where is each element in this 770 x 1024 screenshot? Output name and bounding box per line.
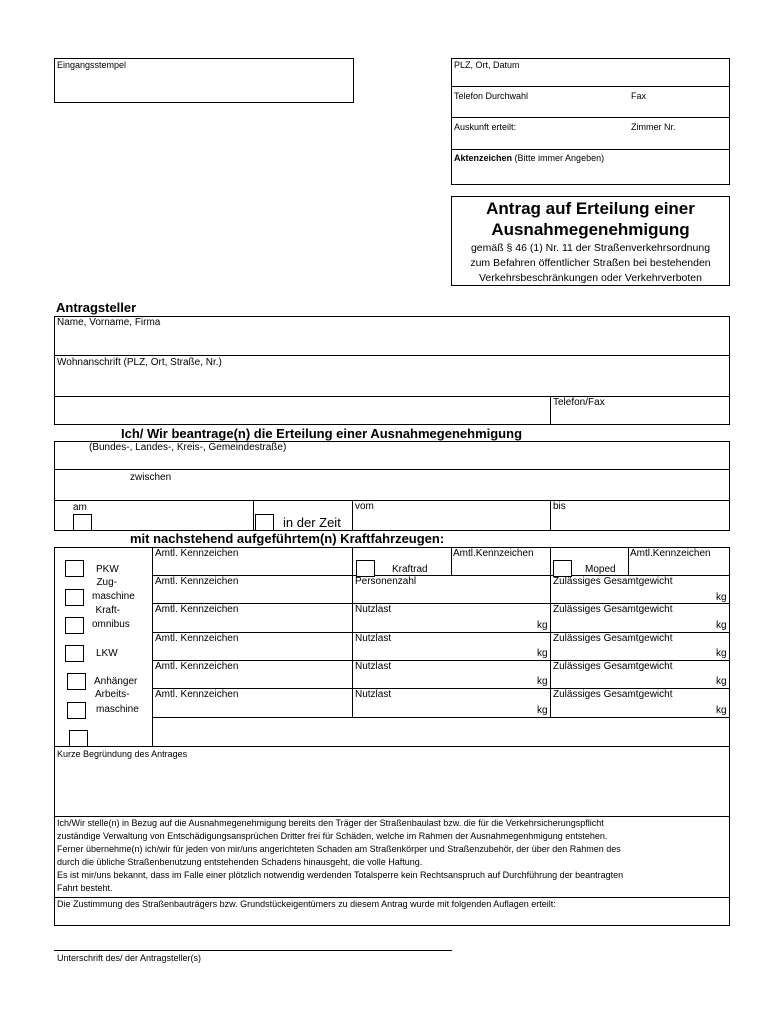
plz-ort-datum-label: PLZ, Ort, Datum [454, 60, 520, 70]
lkw-label: LKW [96, 648, 118, 659]
reason-label: Kurze Begründung des Antrages [57, 749, 188, 759]
request-heading: Ich/ Wir beantrage(n) die Erteilung einer Ausnahmegenehmigung [121, 426, 523, 441]
divider [451, 86, 730, 87]
omnibus-gesamtgewicht-label: Zulässiges Gesamtgewicht [553, 604, 673, 615]
address-line2-field[interactable] [55, 397, 549, 424]
kraft-label: Kraft- [95, 605, 120, 616]
eingangsstempel-label: Eingangsstempel [57, 60, 127, 70]
omnibus-kennzeichen-field[interactable] [153, 617, 351, 631]
arbeits-kennzeichen-field[interactable] [153, 702, 351, 716]
liability-line5: Es ist mir/uns bekannt, dass im Falle einer plötzlich notwendig werdenden Totalsperre kein Rechtsanspruch auf Durchführung der beantragten [57, 870, 624, 880]
kraftrad-kennzeichen-field[interactable] [452, 561, 549, 574]
omnibus-gesamtgewicht-unit: kg [716, 620, 727, 631]
col-divider [352, 547, 353, 717]
aktenzeichen-note: (Bitte immer Angeben) [514, 153, 605, 163]
moped-checkbox[interactable] [553, 560, 572, 577]
aktenzeichen-bold: Aktenzeichen [454, 153, 513, 163]
form-title-line2: Ausnahmegenehmigung [491, 220, 690, 239]
form-subtitle-line3: Verkehrsbeschränkungen oder Verkehrverboten [479, 272, 702, 284]
anhaenger-gesamtgewicht-label: Zulässiges Gesamtgewicht [553, 661, 673, 672]
zug-gesamtgewicht-field[interactable] [551, 589, 713, 602]
kraftrad-checkbox[interactable] [356, 560, 375, 577]
zug-kennzeichen-field[interactable] [153, 589, 351, 602]
liability-line1: Ich/Wir stelle(n) in Bezug auf die Ausnahmegenehmigung bereits den Träger der Straßenbaulast bzw. die für die Verkehrsicherungspflicht [57, 818, 604, 828]
address-field[interactable] [55, 370, 729, 395]
zug-gesamtgewicht-label: Zulässiges Gesamtgewicht [553, 576, 673, 587]
other-vehicle-checkbox[interactable] [69, 730, 88, 747]
arbeits-kennzeichen-label: Amtl. Kennzeichen [155, 689, 239, 700]
vom-label: vom [355, 501, 374, 512]
am-label: am [73, 502, 87, 513]
personenzahl-label: Personenzahl [355, 576, 417, 587]
pkw-kennzeichen-field[interactable] [153, 561, 351, 574]
col-divider [550, 547, 551, 717]
anhaenger-nutzlast-unit: kg [537, 676, 548, 687]
liability-line6: Fahrt besteht. [57, 883, 113, 893]
liability-line2: zuständige Verwaltung von Entschädigungsansprüchen Dritter frei für Schäden, welche im Rahmen der Ausnahmegenhmigung entstehen. [57, 831, 608, 841]
omnibus-nutzlast-label: Nutzlast [355, 604, 392, 615]
zug-maschine-label: maschine [92, 591, 135, 602]
divider [54, 500, 730, 501]
arbeits-nutzlast-unit: kg [537, 705, 548, 716]
address-label: Wohnanschrift (PLZ, Ort, Straße, Nr.) [57, 357, 222, 368]
omnibus-nutzlast-field[interactable] [353, 617, 535, 631]
anhaenger-checkbox[interactable] [67, 673, 86, 690]
antragsteller-heading: Antragsteller [56, 300, 137, 315]
omnibus-gesamtgewicht-field[interactable] [551, 617, 713, 631]
omnibus-label: omnibus [92, 619, 130, 630]
arbeitsmaschine-checkbox[interactable] [67, 702, 86, 719]
auskunft-label: Auskunft erteilt: [454, 122, 517, 132]
lkw-checkbox[interactable] [65, 645, 84, 662]
zwischen-label: zwischen [130, 472, 172, 483]
in-der-zeit-checkbox[interactable] [255, 514, 274, 531]
zug-label: Zug- [96, 577, 117, 588]
in-der-zeit-label: in der Zeit [283, 515, 341, 530]
omnibus-nutzlast-unit: kg [537, 620, 548, 631]
phone-label: Telefon/Fax [553, 397, 605, 408]
divider [451, 117, 730, 118]
telefon-durchwahl-field[interactable] [452, 102, 729, 116]
anhaenger-kennzeichen-field[interactable] [153, 674, 351, 687]
divider [54, 469, 730, 470]
other-vehicle-field[interactable] [153, 718, 729, 746]
moped-kennzeichen-field[interactable] [629, 561, 729, 574]
auskunft-field[interactable] [452, 134, 729, 148]
phone-field[interactable] [551, 410, 729, 424]
lkw-gesamtgewicht-label: Zulässiges Gesamtgewicht [553, 633, 673, 644]
zug-kennzeichen-label: Amtl. Kennzeichen [155, 576, 239, 587]
arbeits-maschine-label: maschine [96, 704, 139, 715]
fax-label: Fax [631, 91, 647, 101]
arbeits-label: Arbeits- [95, 689, 130, 700]
lkw-kennzeichen-label: Amtl. Kennzeichen [155, 633, 239, 644]
plz-ort-datum-field[interactable] [452, 71, 729, 85]
lkw-nutzlast-label: Nutzlast [355, 633, 392, 644]
anhaenger-gesamtgewicht-unit: kg [716, 676, 727, 687]
signature-label: Unterschrift des/ der Antragsteller(s) [57, 953, 202, 963]
consent-field[interactable] [55, 911, 729, 925]
omnibus-kennzeichen-label: Amtl. Kennzeichen [155, 604, 239, 615]
zug-gesamtgewicht-unit: kg [716, 592, 727, 603]
liability-text [57, 817, 727, 895]
zugmaschine-checkbox[interactable] [65, 589, 84, 606]
form-subtitle-line1: gemäß § 46 (1) Nr. 11 der Straßenverkehrsordnung [470, 242, 711, 254]
anhaenger-nutzlast-field[interactable] [353, 674, 535, 687]
anhaenger-gesamtgewicht-field[interactable] [551, 674, 713, 687]
signature-line [54, 950, 452, 951]
divider [253, 500, 254, 531]
lkw-kennzeichen-field[interactable] [153, 646, 351, 659]
moped-label: Moped [585, 564, 616, 575]
am-field[interactable] [95, 502, 252, 530]
name-label: Name, Vorname, Firma [57, 317, 161, 328]
liability-line4: durch die übliche Straßenbenutzung entstehenden Schadens hinausgeht, die volle Haftung. [57, 857, 423, 867]
aktenzeichen-label [454, 153, 604, 164]
pkw-label: PKW [96, 564, 119, 575]
bis-field[interactable] [551, 514, 729, 530]
lkw-gesamtgewicht-field[interactable] [551, 646, 713, 659]
kraftrad-kennzeichen-label: Amtl.Kennzeichen [453, 548, 534, 559]
anhaenger-nutzlast-label: Nutzlast [355, 661, 392, 672]
lkw-nutzlast-field[interactable] [353, 646, 535, 659]
pkw-kennzeichen-label: Amtl. Kennzeichen [155, 548, 239, 559]
lkw-nutzlast-unit: kg [537, 648, 548, 659]
pkw-checkbox[interactable] [65, 560, 84, 577]
personenzahl-field[interactable] [353, 589, 549, 602]
divider [54, 355, 730, 356]
consent-label: Die Zustimmung des Straßenbauträgers bzw. Grundstückeigentümers zu diesem Antrag wurde mit folgenden Auflagen erteilt: [57, 899, 556, 909]
arbeits-gesamtgewicht-field[interactable] [551, 702, 713, 716]
signature-field[interactable] [54, 930, 452, 949]
form-title-line1: Antrag auf Erteilung einer [486, 199, 695, 218]
am-checkbox[interactable] [73, 514, 92, 531]
vom-field[interactable] [353, 514, 549, 530]
bis-label: bis [553, 501, 566, 512]
anhaenger-kennzeichen-label: Amtl. Kennzeichen [155, 661, 239, 672]
divider [451, 149, 730, 150]
zimmer-label: Zimmer Nr. [631, 122, 676, 132]
moped-kennzeichen-label: Amtl.Kennzeichen [630, 548, 711, 559]
name-field[interactable] [55, 330, 729, 354]
road-types-label: (Bundes-, Landes-, Kreis-, Gemeindestraße) [89, 442, 287, 453]
lkw-gesamtgewicht-unit: kg [716, 648, 727, 659]
road-field[interactable] [55, 455, 729, 468]
zwischen-field[interactable] [180, 471, 729, 499]
vehicles-heading: mit nachstehend aufgeführtem(n) Kraftfahrzeugen: [130, 531, 445, 546]
arbeits-gesamtgewicht-label: Zulässiges Gesamtgewicht [553, 689, 673, 700]
reason-field[interactable] [55, 762, 729, 816]
aktenzeichen-field[interactable] [452, 166, 729, 184]
arbeits-nutzlast-label: Nutzlast [355, 689, 392, 700]
arbeits-gesamtgewicht-unit: kg [716, 705, 727, 716]
liability-line3: Ferner übernehme(n) ich/wir für jeden von mir/uns angerichteten Schaden am Straßenkörper und Straßenzubehör, der über den Rahmen des [57, 844, 621, 854]
anhaenger-label: Anhänger [94, 676, 138, 687]
kraftrad-label: Kraftrad [392, 564, 428, 575]
arbeits-nutzlast-field[interactable] [353, 702, 535, 716]
form-subtitle-line2: zum Befahren öffentlicher Straßen bei bestehenden [470, 257, 711, 269]
kraftomnibus-checkbox[interactable] [65, 617, 84, 634]
telefon-durchwahl-label: Telefon Durchwahl [454, 91, 529, 101]
